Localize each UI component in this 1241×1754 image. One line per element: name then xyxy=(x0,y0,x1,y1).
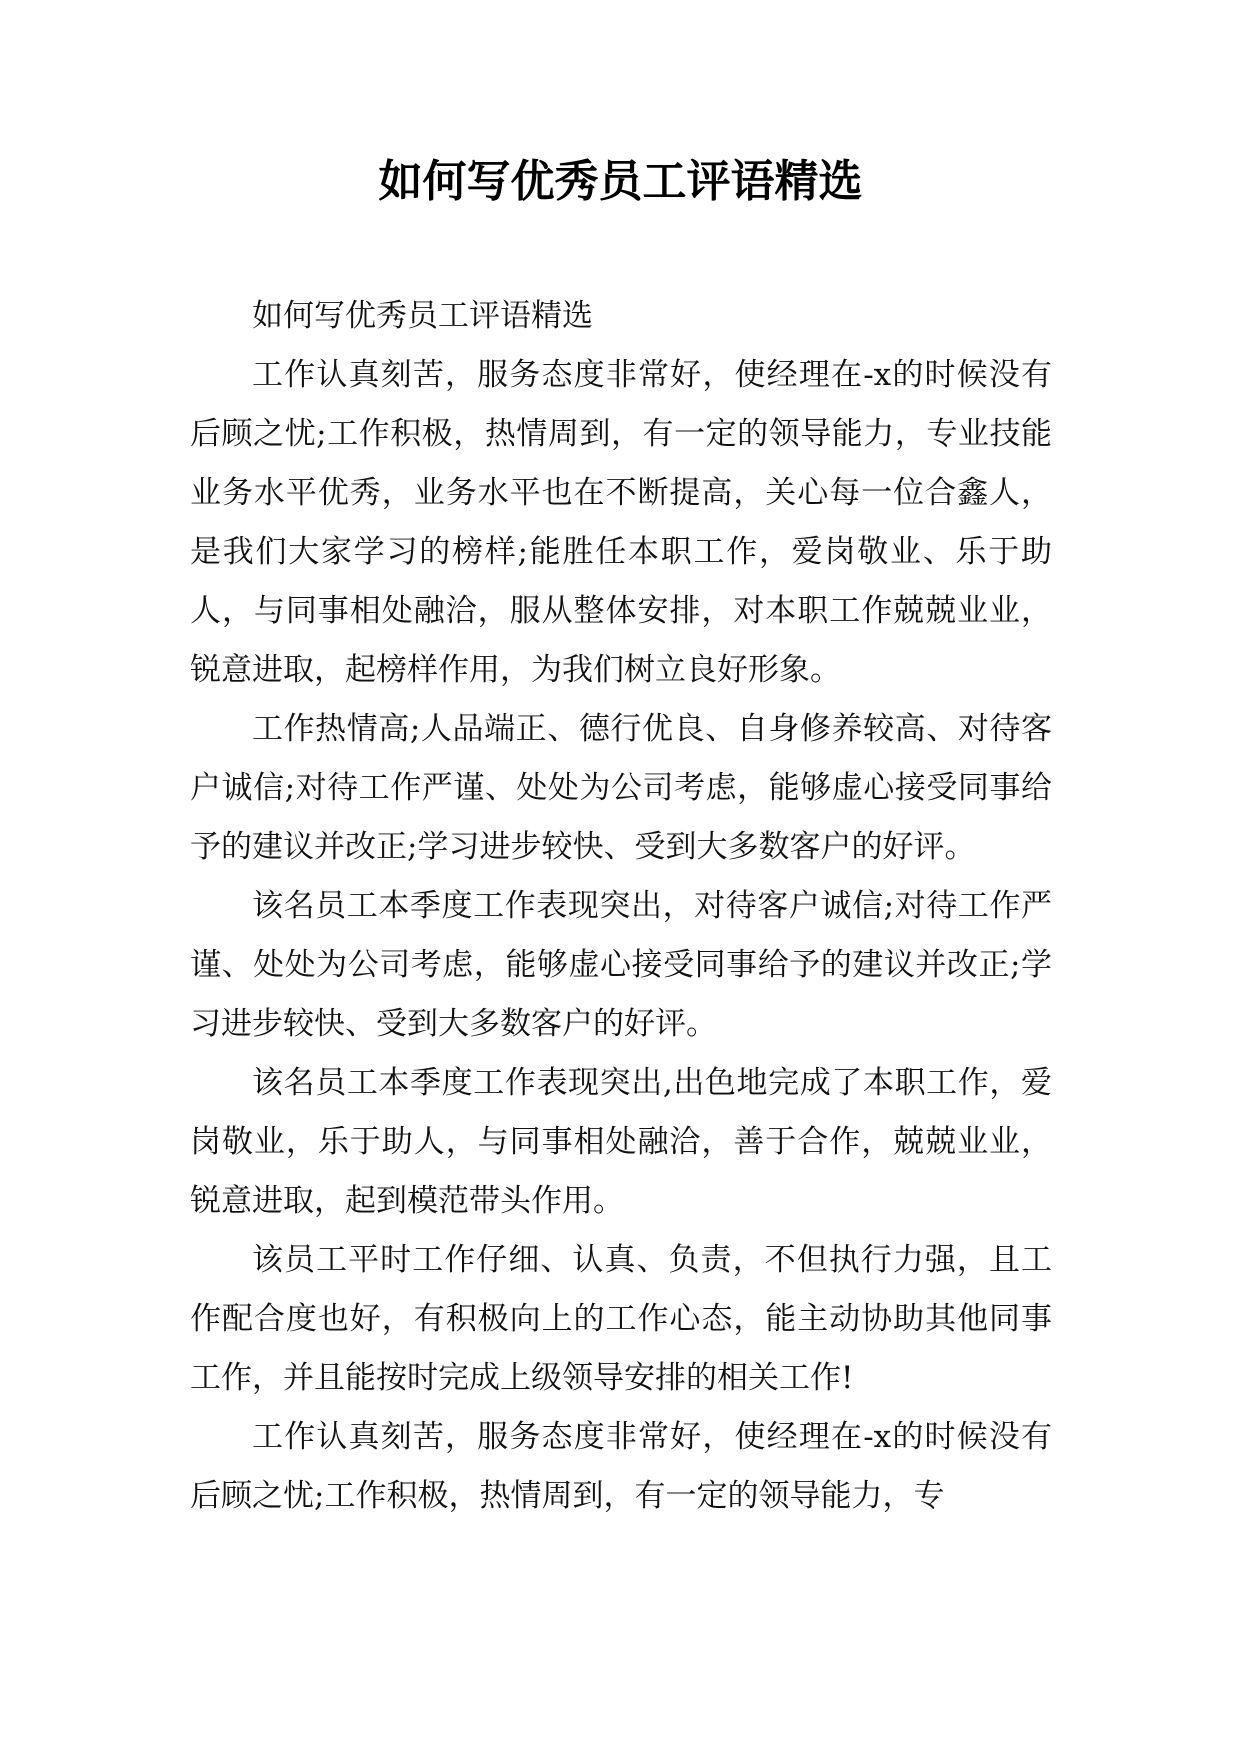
paragraph-5: 该员工平时工作仔细、认真、负责，不但执行力强，且工作配合度也好，有积极向上的工作心态，能主动协助其他同事工作，并且能按时完成上级领导安排的相关工作! xyxy=(190,1242,1052,1396)
paragraph-6: 工作认真刻苦，服务态度非常好，使经理在-x的时候没有后顾之忧;工作积极，热情周到，有一定的领导能力，专 xyxy=(190,1419,1052,1514)
paragraph-2: 工作热情高;人品端正、德行优良、自身修养较高、对待客户诚信;对待工作严谨、处处为公司考虑，能够虚心接受同事给予的建议并改正;学习进步较快、受到大多数客户的好评。 xyxy=(190,711,1052,865)
paragraph-subtitle: 如何写优秀员工评语精选 xyxy=(252,298,593,334)
document-body xyxy=(190,287,1052,1526)
paragraph-1: 工作认真刻苦，服务态度非常好，使经理在-x的时候没有后顾之忧;工作积极，热情周到，有一定的领导能力，专业技能业务水平优秀，业务水平也在不断提高，关心每一位合鑫人，是我们大家学习的榜样;能胜任本职工作，爱岗敬业、乐于助人，与同事相处融洽，服从整体安排，对本职工作兢兢业业，锐意进取，起榜样作用，为我们树立良好形象。 xyxy=(190,357,1052,688)
paragraph-4: 该名员工本季度工作表现突出,出色地完成了本职工作，爱岗敬业，乐于助人，与同事相处融洽，善于合作，兢兢业业，锐意进取，起到模范带头作用。 xyxy=(190,1065,1052,1219)
document-title: 如何写优秀员工评语精选 xyxy=(378,156,863,207)
paragraph-3: 该名员工本季度工作表现突出，对待客户诚信;对待工作严谨、处处为公司考虑，能够虚心接受同事给予的建议并改正;学习进步较快、受到大多数客户的好评。 xyxy=(190,888,1052,1042)
